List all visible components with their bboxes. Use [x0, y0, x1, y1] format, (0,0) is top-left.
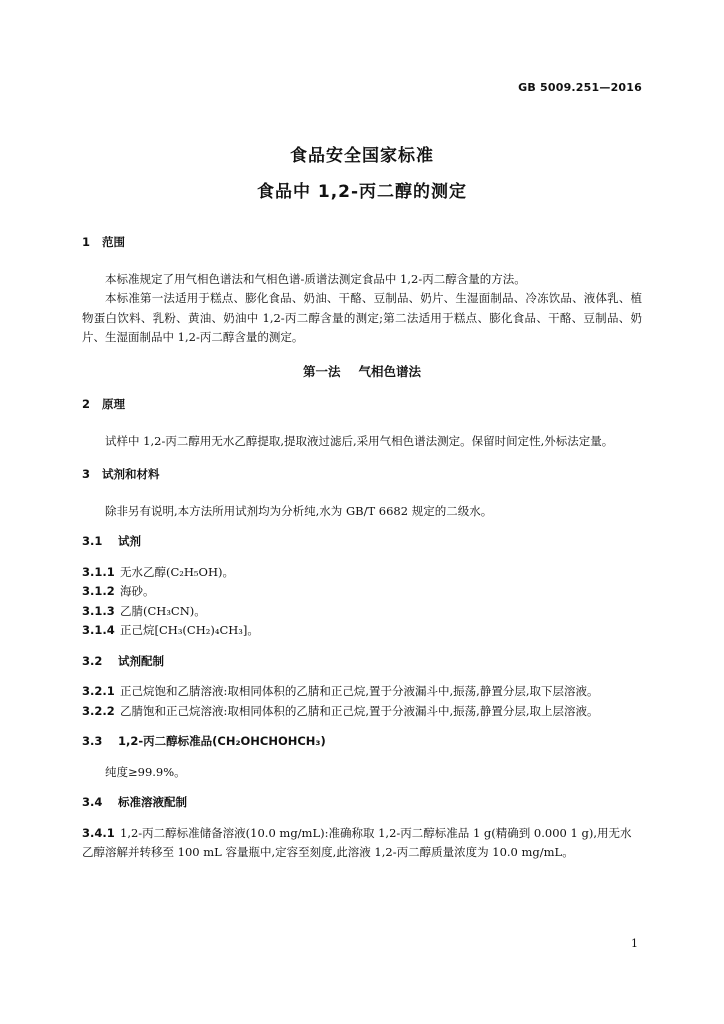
paragraph: 纯度≥99.9%。 [105, 764, 186, 779]
item-text: 1,2-丙二醇标准储备溶液(10.0 mg/mL):准确称取 1,2-丙二醇标准品 1 g(精确到 0.000 1 g),用无水乙醇溶解并转移至 100 mL 容量瓶中,定容至刻度,此溶液 1,2-丙二醇质量浓度为 10.0 mg/mL。 [82, 825, 632, 859]
item-number: 3.2.1 [82, 684, 115, 698]
list-item [82, 824, 642, 863]
list-item [82, 702, 642, 722]
list-item [82, 682, 642, 702]
subsection-title: 试剂配制 [118, 653, 164, 668]
item-number: 3.1.3 [82, 603, 115, 618]
method-title [82, 362, 642, 382]
document-body [82, 233, 642, 863]
section-number: 2 [82, 397, 91, 411]
subsection-title: 试剂 [118, 534, 141, 548]
subsection-number: 3.2 [82, 653, 103, 668]
paragraph: 本标准第一法适用于糕点、膨化食品、奶油、干酪、豆制品、奶片、生湿面制品、冷冻饮品、液体乳、植物蛋白饮料、乳粉、黄油、奶油中 1,2-丙二醇含量的测定;第二法适用于糕点、膨化食品、干酪、豆制品、奶片、生湿面制品中 1,2-丙二醇含量的测定。 [82, 291, 642, 344]
paragraph: 本标准规定了用气相色谱法和气相色谱-质谱法测定食品中 1,2-丙二醇含量的方法。 [105, 271, 526, 286]
item-number: 3.1.2 [82, 584, 115, 598]
subsection-heading-standard-solution [82, 793, 642, 813]
document-title-line2: 食品中 1,2-丙二醇的测定 [256, 182, 468, 202]
method-name: 气相色谱法 [358, 363, 422, 379]
item-number: 3.1.4 [82, 623, 115, 637]
item-number: 3.2.2 [82, 703, 115, 718]
item-text: 正己烷饱和乙腈溶液:取相同体积的乙腈和正己烷,置于分液漏斗中,振荡,静置分层,取下层溶液。 [120, 684, 599, 698]
item-text: 乙腈饱和正己烷溶液:取相同体积的乙腈和正己烷,置于分液漏斗中,振荡,静置分层,取上层溶液。 [120, 703, 599, 718]
subsection-number: 3.4 [82, 795, 103, 809]
list-item [82, 563, 642, 583]
subsection-number: 3.3 [82, 734, 103, 748]
paragraph: 试样中 1,2-丙二醇用无水乙醇提取,提取液过滤后,采用气相色谱法测定。保留时间定性,外标法定量。 [105, 433, 614, 448]
section-number: 3 [82, 467, 91, 481]
section-heading-scope [82, 233, 642, 253]
list-item [82, 621, 642, 641]
subsection-heading-standard [82, 732, 642, 752]
standard-code: GB 5009.251—2016 [518, 81, 642, 94]
subsection-heading-preparation [82, 652, 642, 672]
subsection-title: 标准溶液配制 [118, 795, 187, 809]
page-number: 1 [631, 937, 638, 950]
method-label: 第一法 [302, 363, 341, 379]
list-item [82, 602, 642, 622]
section-title: 原理 [102, 397, 125, 411]
item-number: 3.1.1 [82, 564, 115, 579]
section-heading-reagents [82, 465, 642, 485]
paragraph: 除非另有说明,本方法所用试剂均为分析纯,水为 GB/T 6682 规定的二级水。 [105, 503, 493, 518]
item-text: 无水乙醇(C₂H₅OH)。 [120, 564, 234, 579]
section-title: 试剂和材料 [102, 467, 160, 481]
item-text: 海砂。 [120, 584, 155, 598]
section-heading-principle [82, 395, 642, 415]
section-number: 1 [82, 235, 91, 249]
item-number: 3.4.1 [82, 825, 115, 840]
list-item [82, 582, 642, 602]
item-text: 乙腈(CH₃CN)。 [120, 603, 206, 618]
subsection-number: 3.1 [82, 534, 103, 548]
document-title-line1: 食品安全国家标准 [290, 146, 434, 166]
subsection-heading-reagents [82, 532, 642, 552]
section-title: 范围 [102, 235, 125, 249]
item-text: 正己烷[CH₃(CH₂)₄CH₃]。 [120, 623, 259, 637]
subsection-title: 1,2-丙二醇标准品(CH₂OHCHOHCH₃) [118, 734, 326, 748]
